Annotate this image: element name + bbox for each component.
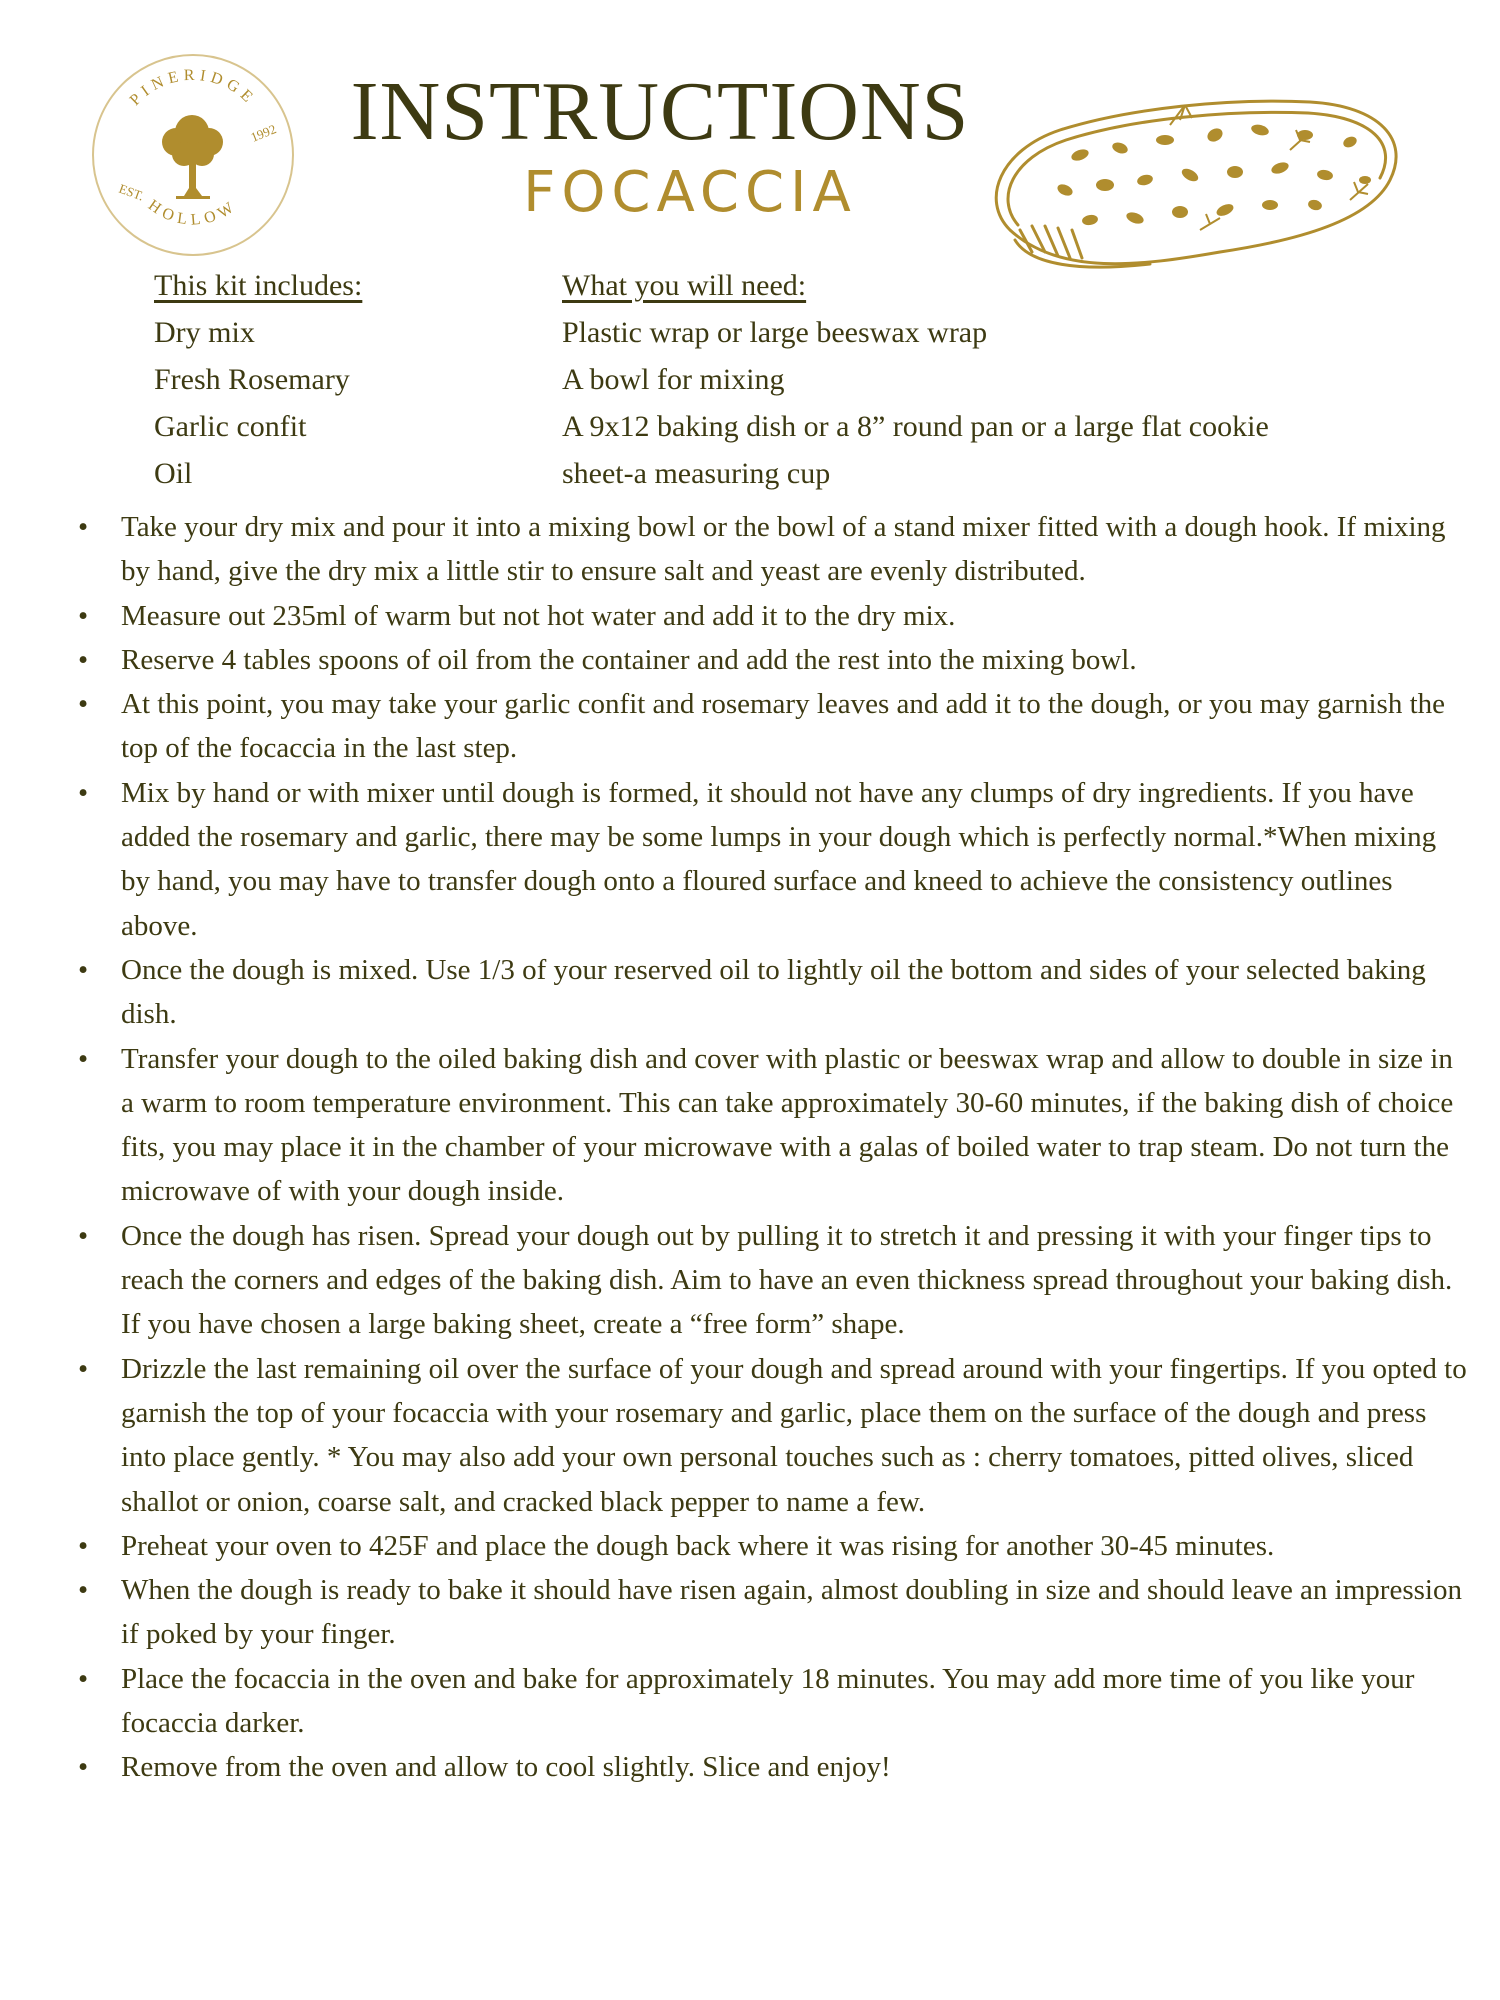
instruction-steps	[72, 505, 1467, 1790]
step-item: • Preheat your oven to 425F and place the dough back where it was rising for another 30-45 minutes.	[72, 1524, 1467, 1568]
step-item: • At this point, you may take your garlic confit and rosemary leaves and add it to the dough, or you may garnish the top of the focaccia in the last step.	[72, 682, 1467, 771]
step-item: • Mix by hand or with mixer until dough is formed, it should not have any clumps of dry ingredients. If you have added the rosemary and garlic, there may be some lumps in your dough which is perfectly normal.*When mixing by hand, you may have to transfer dough onto a floured surface and kneed to achieve the consistency outlines above.	[72, 771, 1467, 948]
oak-tree-icon	[162, 115, 223, 199]
step-item: • Measure out 235ml of warm but not hot water and add it to the dry mix.	[72, 594, 1467, 638]
kit-includes-list	[154, 262, 444, 497]
step-item: • Reserve 4 tables spoons of oil from the container and add the rest into the mixing bowl.	[72, 638, 1467, 682]
kit-includes-heading: This kit includes:	[154, 269, 363, 302]
kit-item: Dry mix	[154, 316, 255, 349]
focaccia-bread-icon	[970, 80, 1420, 290]
what-you-need-list	[562, 262, 1462, 497]
step-item: • Take your dry mix and pour it into a mixing bowl or the bowl of a stand mixer fitted with a dough hook. If mixing by hand, give the dry mix a little stir to ensure salt and yeast are evenly distributed.	[72, 505, 1467, 594]
svg-text:PINERIDGE	[127, 67, 260, 109]
step-item: • Transfer your dough to the oiled baking dish and cover with plastic or beeswax wrap and allow to double in size in a warm to room temperature environment. This can take approximately 30-60 minutes, if the baking dish of choice fits, you may place it in the chamber of your microwave with a galas of boiled water to trap steam. Do not turn the microwave of with your dough inside.	[72, 1037, 1467, 1214]
pineridge-hollow-logo	[88, 50, 298, 260]
what-you-need-heading: What you will need:	[562, 269, 807, 302]
page-subtitle: FOCACCIA	[523, 160, 857, 225]
step-item: • Place the focaccia in the oven and bake for approximately 18 minutes. You may add more time of you like your focaccia darker.	[72, 1657, 1467, 1746]
logo-bottom-text: HOLLOW	[144, 196, 242, 229]
step-item: • Drizzle the last remaining oil over the surface of your dough and spread around with your fingertips. If you opted to garnish the top of your focaccia with your rosemary and garlic, place them on the surface of the dough and press into place gently. * You may also add your own personal touches such as : cherry tomatoes, pitted olives, sliced shallot or onion, coarse salt, and cracked black pepper to name a few.	[72, 1347, 1467, 1524]
need-item: A 9x12 baking dish or a 8” round pan or a large flat cookie	[562, 410, 1269, 443]
need-item: Plastic wrap or large beeswax wrap	[562, 316, 988, 349]
kit-item: Garlic confit	[154, 410, 307, 443]
svg-text:HOLLOW	[145, 197, 241, 229]
step-item: • Once the dough is mixed. Use 1/3 of your reserved oil to lightly oil the bottom and sides of your selected baking dish.	[72, 948, 1467, 1037]
page-title: INSTRUCTIONS	[350, 65, 970, 158]
kit-item: Fresh Rosemary	[154, 363, 350, 396]
logo-year-text: 1992	[248, 121, 279, 145]
step-item: • Remove from the oven and allow to cool slightly. Slice and enjoy!	[72, 1745, 1467, 1789]
kit-item: Oil	[154, 457, 193, 490]
step-item: • When the dough is ready to bake it should have risen again, almost doubling in size and should leave an impression if poked by your finger.	[72, 1568, 1467, 1657]
need-item: sheet-a measuring cup	[562, 457, 831, 490]
need-item: A bowl for mixing	[562, 363, 785, 396]
step-item: • Once the dough has risen. Spread your dough out by pulling it to stretch it and pressing it with your finger tips to reach the corners and edges of the baking dish. Aim to have an even thickness spread throughout your baking dish. If you have chosen a large baking sheet, create a “free form” shape.	[72, 1214, 1467, 1347]
logo-est-text: EST.	[116, 180, 146, 204]
logo-top-text: PINERIDGE	[126, 66, 260, 109]
